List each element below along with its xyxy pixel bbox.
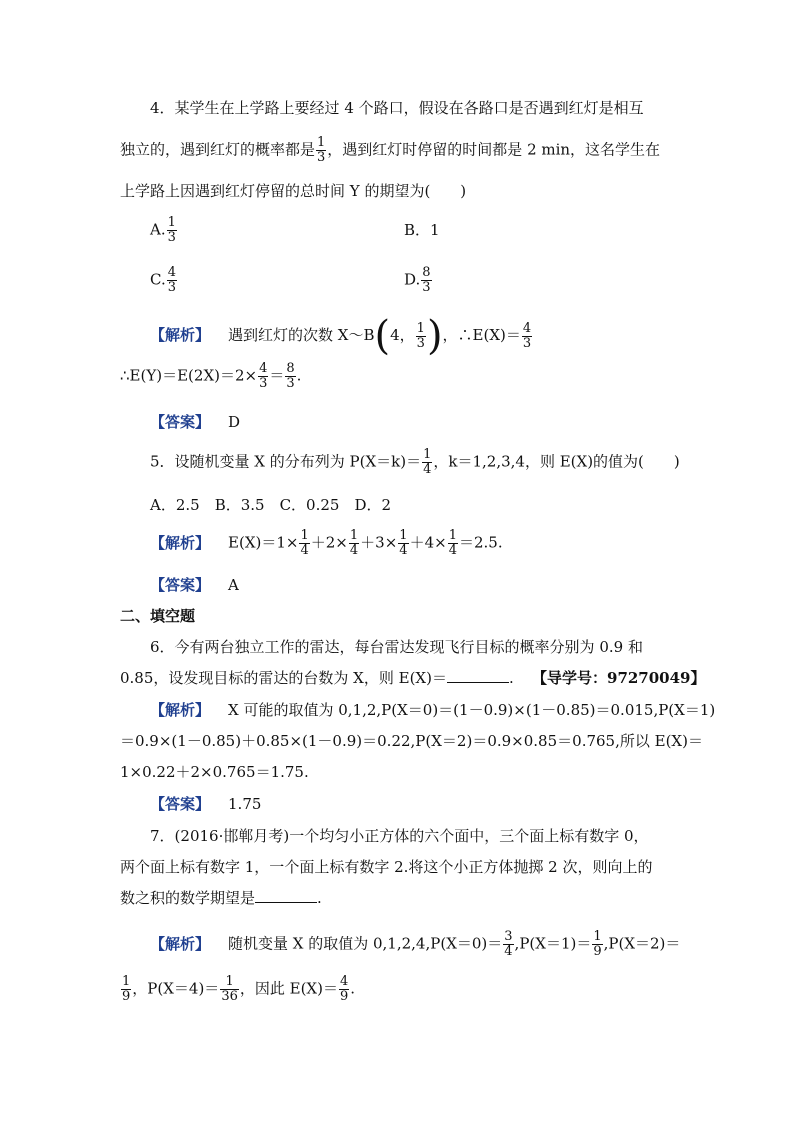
- q6-analysis-2: ＝0.9×(1－0.85)＋0.85×(1－0.9)＝0.22,P(X＝2)＝0.9×0.85＝0.765,所以 E(X)＝: [120, 732, 703, 750]
- q6-code: 【导学号：97270049】: [532, 669, 706, 687]
- q4-option-d: D. $\frac{8}{3}$: [404, 265, 431, 295]
- analysis-tag: 【解析】: [150, 326, 211, 344]
- q4-analysis-1: 【解析】 遇到红灯的次数 X～B(4， $\frac{1}{3}$ )，∴E(X)＝ $\frac{4}{3}$: [150, 313, 532, 359]
- q4-line-2a: 独立的，遇到红灯的概率都是: [120, 140, 316, 159]
- q7-analysis-1: 【解析】 随机变量 X 的取值为 0,1,2,4,P(X＝0)＝ $\frac{3}{4}$ ,P(X＝1)＝ $\frac{1}{9}$ ,P(X＝2)＝: [150, 929, 681, 959]
- q4-answer: 【答案】 D: [150, 413, 241, 431]
- answer-blank: [447, 668, 509, 683]
- q5-options: A．2.5 B．3.5 C．0.25 D．2: [150, 496, 392, 514]
- q5-analysis: 【解析】 E(X)＝1× $\frac{1}{4}$ ＋2× $\frac{1}{4}$ ＋3× $\frac{1}{4}$ ＋4× $\frac{1}{4}$ ＝2.5.: [150, 528, 503, 558]
- answer-tag: 【答案】: [150, 576, 211, 594]
- q6-analysis-1: 【解析】 X 可能的取值为 0,1,2,P(X＝0)＝(1－0.9)×(1－0.85)＝0.015,P(X＝1): [150, 701, 716, 719]
- q7-line-1: 7．(2016·邯郸月考)一个均匀小正方体的六个面中，三个面上标有数字 0，: [150, 827, 649, 845]
- q6-analysis-3: 1×0.22＋2×0.765＝1.75.: [120, 763, 309, 781]
- q6-answer: 【答案】 1.75: [150, 795, 262, 813]
- q7-line-3: 数之积的数学期望是 .: [120, 889, 322, 907]
- analysis-tag: 【解析】: [150, 701, 211, 719]
- q5-line-1: 5．设随机变量 X 的分布列为 P(X＝k)＝ $\frac{1}{4}$ ，k＝1,2,3,4，则 E(X)的值为( ): [150, 447, 680, 477]
- answer-blank: [255, 888, 317, 903]
- answer-tag: 【答案】: [150, 795, 211, 813]
- q4-analysis-2: ∴E(Y)＝E(2X)＝2× $\frac{4}{3}$ ＝ $\frac{8}{3}$ .: [120, 361, 302, 391]
- analysis-tag: 【解析】: [150, 533, 211, 552]
- q7-analysis-2: $\frac{1}{9}$ ，P(X＝4)＝ $\frac{1}{36}$ ，因此 E(X)＝ $\frac{4}{9}$ .: [122, 974, 356, 1004]
- q4-prob-fraction: $\frac{1}{3}$: [317, 135, 326, 165]
- q4-option-b: B．1: [404, 221, 440, 239]
- q6-line-1: 6．今有两台独立工作的雷达，每台雷达发现飞行目标的概率分别为 0.9 和: [150, 638, 643, 656]
- q6-line-2: 0.85，设发现目标的雷达的台数为 X，则 E(X)＝ .: [120, 669, 514, 687]
- q4-line-1: 4．某学生在上学路上要经过 4 个路口，假设在各路口是否遇到红灯是相互: [150, 99, 644, 117]
- q4-line-2: [120, 136, 660, 165]
- answer-tag: 【答案】: [150, 413, 211, 431]
- q5-answer: 【答案】 A: [150, 576, 239, 594]
- q4-line-2b: ，遇到红灯时停留的时间都是 2 min，这名学生在: [327, 140, 661, 159]
- section-heading: 二、填空题: [120, 607, 196, 625]
- q4-line-3: 上学路上因遇到红灯停留的总时间 Y 的期望为( ): [120, 182, 467, 200]
- q4-option-a: A. $\frac{1}{3}$: [150, 215, 176, 245]
- q7-line-2: 两个面上标有数字 1，一个面上标有数字 2.将这个小正方体抛掷 2 次，则向上的: [120, 858, 653, 876]
- q4-option-c: C. $\frac{4}{3}$: [150, 265, 176, 295]
- analysis-tag: 【解析】: [150, 934, 211, 953]
